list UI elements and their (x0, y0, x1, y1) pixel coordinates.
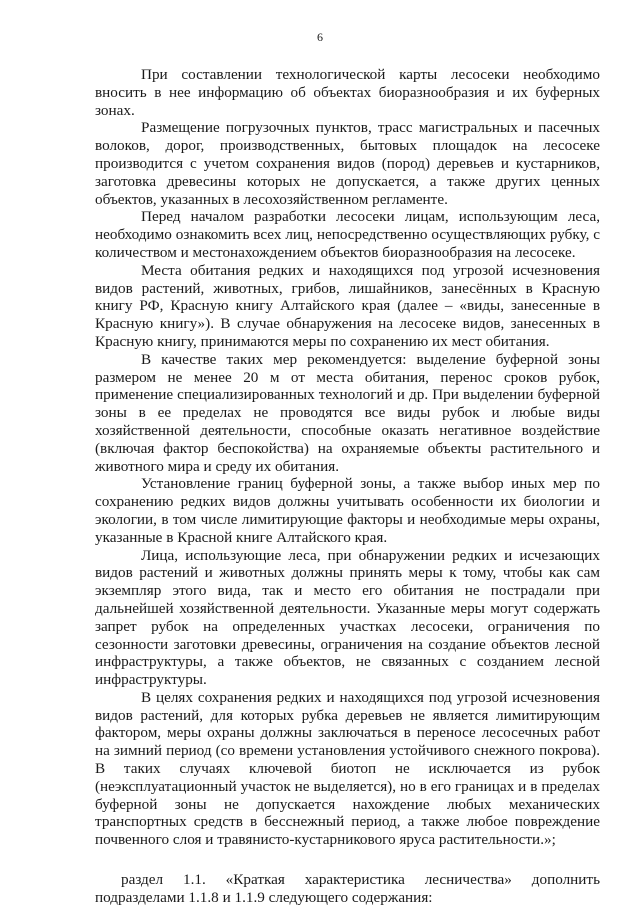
paragraph-habitats: Места обитания редких и находящихся под угрозой исчезновения видов растений, животных, грибов, лишайников, занесённых в Красную книгу РФ, Красную книгу Алтайского края (далее – «виды, занесенные в Красную книгу»). В случае обнаружения на лесосеке видов, занесенных в Красную книгу, принимаются меры по сохранению их мест обитания. (95, 261, 600, 350)
paragraph-before-start: Перед началом разработки лесосеки лицам, использующим леса, необходимо ознакомить всех лиц, непосредственно осуществляющих рубку, с количеством и местонахождением объектов биоразнообразия на лесосеке. (95, 208, 600, 261)
paragraph-winter-period: В целях сохранения редких и находящихся под угрозой исчезновения видов растений, для которых рубка деревьев не является лимитирующим фактором, меры охраны должны заключаться в переносе лесосечных работ на зимний период (со времени установления устойчивого снежного покрова). В таких случаях ключевой биотоп не исключается из рубок (неэксплуатационный участок не выделяется), но в его границах и в пределах буферной зоны не допускается нахождение любых механических транспортных средств в бесснежный период, а также любое повреждение почвенного слоя и травянисто-кустарникового яруса растительности.»; (95, 688, 600, 849)
page-number: 6 (317, 30, 323, 44)
document-body (95, 66, 600, 907)
section-amendment-note: раздел 1.1. «Краткая характеристика лесничества» дополнить подразделами 1.1.8 и 1.1.9 следующего содержания: (95, 871, 600, 906)
paragraph-placement: Размещение погрузочных пунктов, трасс магистральных и пасечных волоков, дорог, производственных, бытовых площадок на лесосеке производится с учетом сохранения видов (пород) деревьев и кустарников, заготовка древесины которых не допускается, а также других ценных объектов, указанных в лесохозяйственном регламенте. (95, 119, 600, 208)
section-gap (95, 849, 600, 871)
paragraph-measures: В качестве таких мер рекомендуется: выделение буферной зоны размером не менее 20 м от места обитания, перенос сроков рубок, применение специализированных технологий и др. При выделении буферной зоны в ее пределах не проводятся все виды рубок и любые виды хозяйственной деятельности, способные оказать негативное воздействие (включая фактор беспокойства) на охраняемые объекты растительного и животного мира и среду их обитания. (95, 350, 600, 475)
paragraph-rare-species: Лица, использующие леса, при обнаружении редких и исчезающих видов растений и животных должны принять меры к тому, чтобы как сам экземпляр этого вида, так и место его обитания не пострадали при дальнейшей хозяйственной деятельности. Указанные меры могут содержать запрет рубок на определенных участках лесосеки, ограничения по сезонности заготовки древесины, ограничения на создание объектов лесной инфраструктуры, а также объектов, не связанных с созданием лесной инфраструктуры. (95, 546, 600, 689)
paragraph-buffer-zone: Установление границ буферной зоны, а также выбор иных мер по сохранению редких видов должны учитывать особенности их биологии и экологии, в том числе лимитирующие факторы и необходимые меры охраны, указанные в Красной книге Алтайского края. (95, 475, 600, 546)
paragraph-tech-map: При составлении технологической карты лесосеки необходимо вносить в нее информацию об объектах биоразнообразия и их буферных зонах. (95, 66, 600, 119)
